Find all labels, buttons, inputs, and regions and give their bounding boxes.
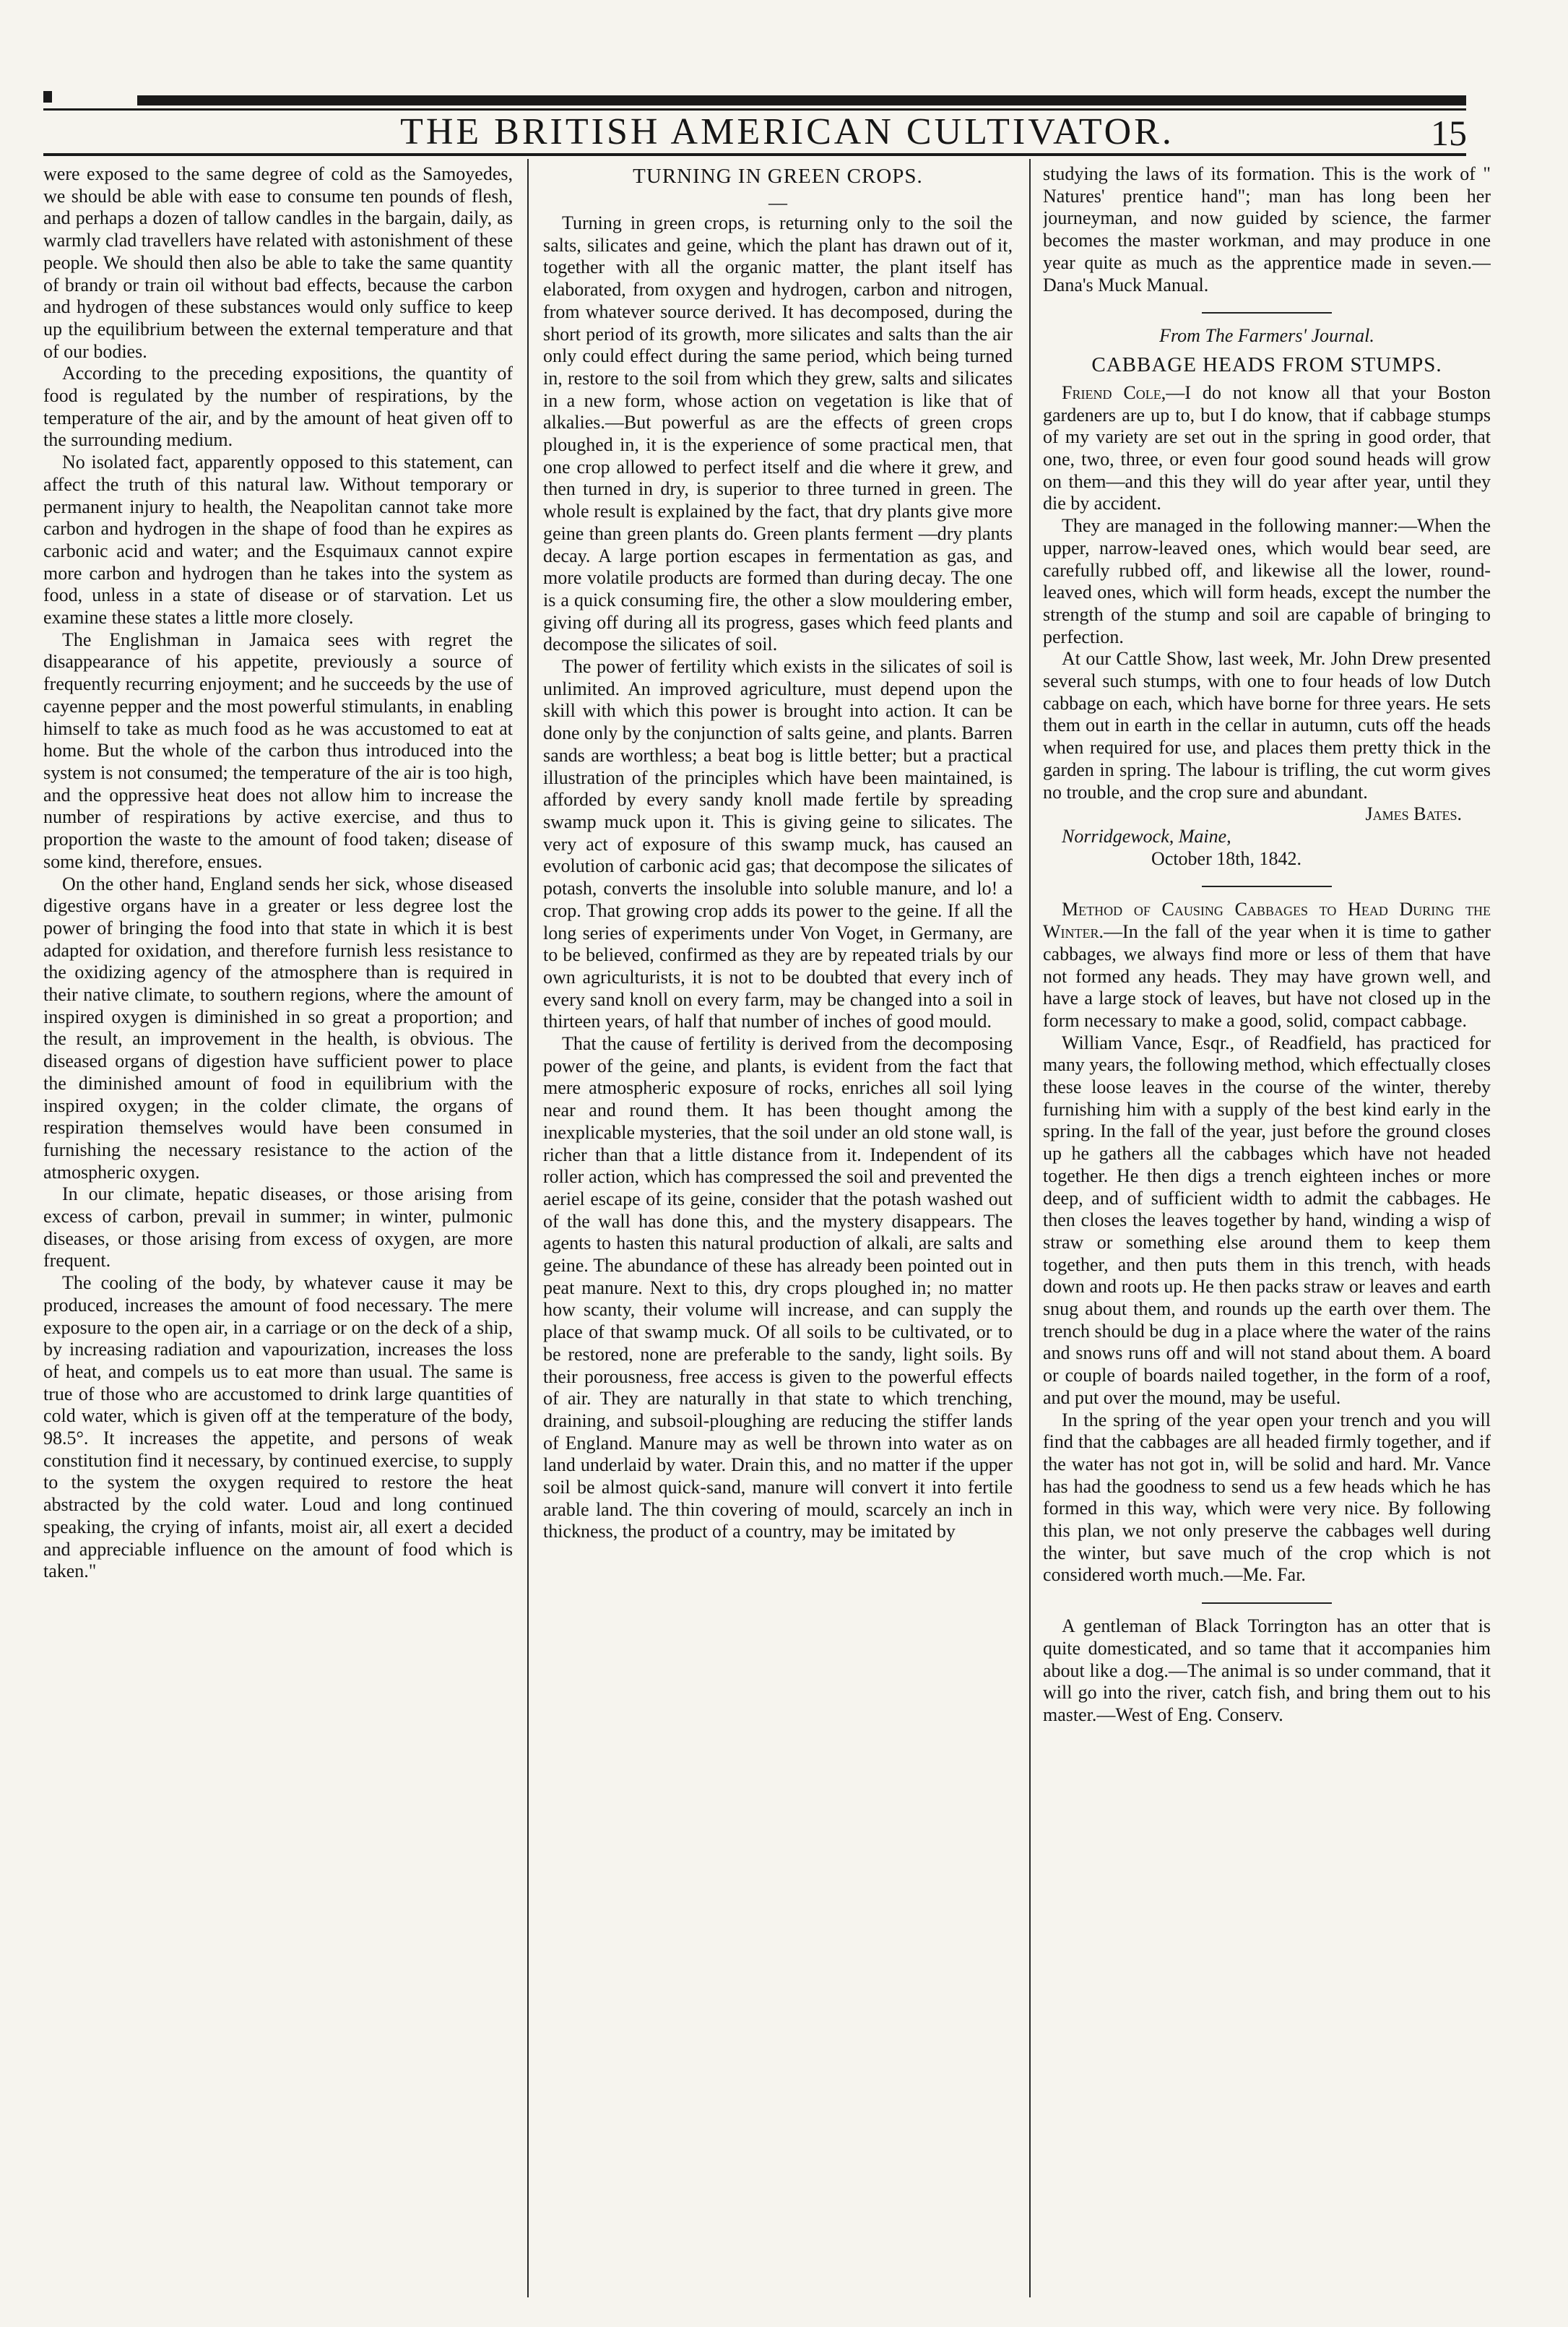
- section-rule: [1202, 886, 1332, 887]
- paragraph: According to the preceding expositions, the quantity of food is regulated by the number of respirations, by the temperature of the air, and by the amount of heat given off to the surrounding medium.: [43, 363, 513, 451]
- paragraph: On the other hand, England sends her sick, whose diseased digestive organs have in a greater or less degree lost the power of bringing the food into that state in which it is best adapted for oxidation, and therefore furnish less resistance to the oxidizing agency of the atmosphere than is required in their native climate, to southern regions, where the amount of inspired oxygen is diminished in so great a proportion; and the result, an improvement in the health, is obvious. The diseased organs of digestion have sufficient power to place the diminished amount of food in equilibrium with the inspired oxygen; in the colder climate, the organs of respiration themselves would have been consumed in furnishing the necessary resistance to the action of the atmospheric oxygen.: [43, 873, 513, 1183]
- salutation: Friend Cole,: [1062, 381, 1166, 403]
- paragraph: William Vance, Esqr., of Readfield, has practiced for many years, the following method, which effectually closes these loose leaves in the course of the winter, thereby furnishing him with a supply of the best kind early in the spring. In the fall of the year, just before the ground closes up he gathers all the cabbages which have not headed together. He then digs a trench eighteen inches or more deep, and of sufficient width to admit the cabbages. He then closes the leaves together by hand, winding a wisp of straw or something else around them to keep them together, and then puts them in this trench, with heads down and roots up. He then packs straw or leaves and earth snug about them, and rounds up the earth over them. The trench should be dug in a place where the water of the rains and snows runs off and will not stand about them. A board or couple of boards nailed together, in the form of a roof, and put over the mound, may be useful.: [1043, 1032, 1491, 1408]
- top-ornament-rule: [137, 95, 1466, 105]
- paragraph: That the cause of fertility is derived from the decomposing power of the geine, and plants, is evident from the fact that mere atmospheric exposure of rocks, enriches all soil lying near and round them. It has been thought among the inexplicable mysteries, that the soil under an old stone wall, is richer than that a little distance from it. Independent of its roller action, which has compressed the soil and prevented the aeriel escape of its geine, consider that the potash washed out of the wall has done this, and the mystery disappears. The agents to hasten this natural production of alkali, are salts and geine. The abundance of these has already been pointed out in peat manure. Next to this, dry crops ploughed in; no matter how scanty, their volume will increase, and can supply the place of that swamp muck. Of all soils to be cultivated, or to be restored, none are preferable to the sandy, light soils. By their porousness, free access is given to the powerful effects of air. They are naturally in that state to which trenching, draining, and subsoil-ploughing are reducing the stiffer lands of England. Manure may as well be thrown into water as on land underlaid by water. Drain this, and no matter if the upper soil be almost quick-sand, manure will convert it into fertile arable land. The thin covering of mould, scarcely an inch in thickness, the product of a country, may be imitated by: [543, 1033, 1013, 1542]
- column-divider: [527, 159, 529, 2297]
- paragraph: Turning in green crops, is returning only to the soil the salts, silicates and geine, which the plant has drawn out of it, together with all the organic matter, the plant itself has elaborated, from oxygen and hydrogen, carbon and nitrogen, from whatever source derived. It has decomposed, during the short period of its growth, more silicates and salts than the air only could effect during the same period, which being turned in, restore to the soil from which they grew, salts and silicates in a new form, whose action on vegetation is like that of alkalies.—But powerful as are the effects of green crops ploughed in, it is the experience of some practical men, that one crop allowed to perfect itself and die where it grew, and then turned in dry, is superior to three turned in green. The whole result is explained by the fact, that dry plants give more geine than green plants do. Green plants ferment —dry plants decay. A large portion escapes in fermentation as gas, and more volatile products are formed than during decay. The one is a quick consuming fire, the other a slow mouldering ember, giving off during all its progress, gases which feed plants and decompose the silicates of soil.: [543, 212, 1013, 655]
- header-bottom-rule: [43, 153, 1466, 156]
- dateline-place: Norridgewock, Maine,: [1062, 825, 1231, 847]
- paragraph: In our climate, hepatic diseases, or those arising from excess of carbon, prevail in summer; in winter, pulmonic diseases, or those arising from excess of oxygen, are more frequent.: [43, 1183, 513, 1272]
- signature: James Bates.: [1365, 803, 1462, 825]
- section-rule: [1202, 312, 1332, 314]
- paragraph: —I do not know all that your Boston gardeners are up to, but I do know, that if cabbage stumps of my variety are set out in the spring in good order, that one, two, three, or even four good sound heads will grow on them—and this they will do year after year, until they die by accident.: [1043, 381, 1491, 514]
- column-3: [1043, 163, 1491, 2302]
- heading-separator: —: [768, 192, 787, 213]
- page-number: 15: [1431, 113, 1467, 153]
- section-rule: [1202, 1602, 1332, 1604]
- article-title-lead: Method of Causing Cabbages to Head During the Winter.: [1043, 899, 1491, 943]
- column-divider: [1029, 159, 1031, 2297]
- paragraph: They are managed in the following manner:—When the upper, narrow-leaved ones, which would bear seed, are carefully rubbed off, and likewise all the lower, round-leaved ones, which will form heads, except the number the strength of the stump and soil are capable of bringing to perfection.: [1043, 515, 1491, 647]
- paragraph: At our Cattle Show, last week, Mr. John Drew presented several such stumps, with one to four heads of low Dutch cabbage on each, which have borne for three years. He sets them out in earth in the cellar in autumn, cuts off the heads when required for use, and places them pretty thick in the garden in spring. The labour is trifling, the cut worm gives no trouble, and the crop sure and abundant.: [1043, 648, 1491, 803]
- article-heading: CABBAGE HEADS FROM STUMPS.: [1091, 353, 1442, 376]
- paragraph: The power of fertility which exists in the silicates of soil is unlimited. An improved agriculture, must depend upon the skill with which this power is brought into action. It can be done only by the conjunction of salts geine, and plants. Barren sands are worthless; a beat bog is little better; but a practical illustration of the principles which have been maintained, is afforded by every sandy knoll made fertile by spreading swamp muck upon it. This is giving geine to silicates. The very act of exposure of this swamp muck, has caused an evolution of carbonic acid gas; that decompose the silicates of potash, converts the insoluble into soluble manure, and lo! a crop. That growing crop adds its power to the geine. If all the long series of experiments under Von Voget, in Germany, are to be believed, confirmed as they are by repeated trials by our own agriculturists, it is not to be doubted that every inch of every sand knoll on every farm, may be changed into a soil in thirteen years, of half that number of inches of good mould.: [543, 656, 1013, 1032]
- corner-mark: [43, 91, 52, 103]
- dateline-date: October 18th, 1842.: [1151, 847, 1301, 869]
- masthead-title: THE BRITISH AMERICAN CULTIVATOR.: [400, 111, 1174, 152]
- paragraph: studying the laws of its formation. This is the work of " Natures' prentice hand"; man has long been her journeyman, and now guided by science, the farmer becomes the master workman, and may produce in one year quite as much as the apprentice made in seven.—Dana's Muck Manual.: [1043, 163, 1491, 295]
- paragraph: No isolated fact, apparently opposed to this statement, can affect the truth of this natural law. Without temporary or permanent injury to health, the Neapolitan cannot take more carbon and hydrogen in the shape of food than he expires as carbonic acid and water; and the Esquimaux cannot expire more carbon and hydrogen than he takes into the system as food, unless in a state of disease or of starvation. Let us examine these states a little more closely.: [43, 452, 513, 629]
- paragraph: A gentleman of Black Torrington has an otter that is quite domesticated, and so tame that it accompanies him about like a dog.—The animal is so under command, that it will go into the river, catch fish, and bring them out to his master.—West of Eng. Conserv.: [1043, 1615, 1491, 1725]
- source-line: From The Farmers' Journal.: [1159, 325, 1374, 347]
- article-heading: TURNING IN GREEN CROPS.: [633, 165, 923, 188]
- paragraph: were exposed to the same degree of cold as the Samoyedes, we should be able with ease to consume ten pounds of flesh, and perhaps a dozen of tallow candles in the bargain, daily, as warmly clad travellers have related with astonishment of these people. We should then also be able to take the same quantity of brandy or train oil without bad effects, because the carbon and hydrogen of these substances would only suffice to keep up the equilibrium between the external temperature and that of our bodies.: [43, 163, 513, 362]
- paragraph: The cooling of the body, by whatever cause it may be produced, increases the amount of food necessary. The mere exposure to the open air, in a carriage or on the deck of a ship, by increasing radiation and vapourization, increases the loss of heat, and compels us to eat more than usual. The same is true of those who are accustomed to drink large quantities of cold water, which is given off at the temperature of the body, 98.5°. It increases the appetite, and persons of weak constitution find it necessary, by continued exercise, to supply to the system the oxygen required to restore the heat abstracted by the cold water. Loud and long continued speaking, the crying of infants, moist air, all exert a decided and appreciable influence on the amount of food which is taken.": [43, 1272, 513, 1582]
- paragraph: In the spring of the year open your trench and you will find that the cabbages are all headed firmly together, and if the water has not got in, will be solid and hard. Mr. Vance has had the goodness to send us a few heads which he has formed in this way, which were very nice. By following this plan, we not only preserve the cabbages well during the winter, but save much of the crop which is not considered worth much.—Me. Far.: [1043, 1409, 1491, 1586]
- paragraph: —In the fall of the year when it is time to gather cabbages, we always find more or less of them that have not formed any heads. They may have grown well, and have a large stock of leaves, but have not closed up in the form necessary to make a good, solid, compact cabbage.: [1043, 921, 1491, 1031]
- column-2: [543, 163, 1013, 2302]
- paragraph: The Englishman in Jamaica sees with regret the disappearance of his appetite, previously a source of frequently recurring enjoyment; and he succeeds by the use of cayenne pepper and the most powerful stimulants, in enabling himself to take as much food as he was accustomed to eat at home. But the whole of the carbon thus introduced into the system is not consumed; the temperature of the air is too high, and the oppressive heat does not allow him to increase the number of respirations by active exercise, and thus to proportion the waste to the amount of food taken; disease of some kind, therefore, ensues.: [43, 629, 513, 872]
- column-1: [43, 163, 513, 2302]
